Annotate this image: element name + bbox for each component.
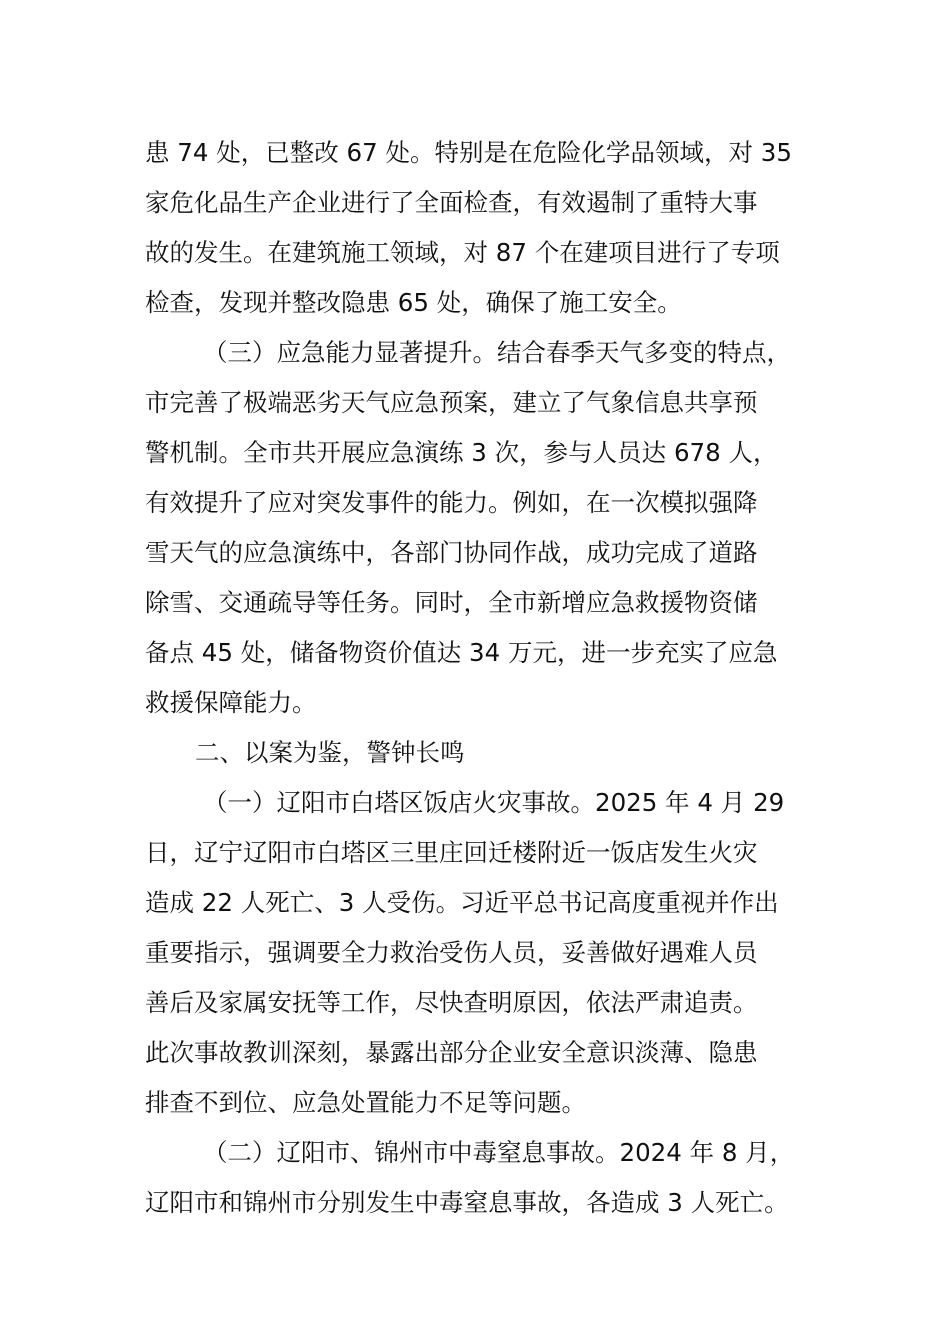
text-line: 家危化品生产企业进行了全面检查，有效遏制了重特大事 <box>145 188 758 217</box>
text-line: 此次事故教训深刻，暴露出部分企业安全意识淡薄、隐患 <box>145 1038 758 1067</box>
text-line: 故的发生。在建筑施工领域，对 87 个在建项目进行了专项 <box>145 238 780 267</box>
text-line: 警机制。全市共开展应急演练 3 次，参与人员达 678 人， <box>145 438 778 467</box>
text-line: 救援保障能力。 <box>145 688 317 717</box>
paragraph-start-line: （三）应急能力显著提升。结合春季天气多变的特点， <box>203 338 791 367</box>
section-heading: 二、以案为鉴，警钟长鸣 <box>195 738 465 767</box>
text-line: 有效提升了应对突发事件的能力。例如，在一次模拟强降 <box>145 488 758 517</box>
paragraph-start-line: （二）辽阳市、锦州市中毒窒息事故。2024 年 8 月， <box>203 1138 795 1167</box>
text-line: 辽阳市和锦州市分别发生中毒窒息事故，各造成 3 人死亡。 <box>145 1188 789 1217</box>
text-line: 重要指示，强调要全力救治受伤人员，妥善做好遇难人员 <box>145 938 758 967</box>
text-line: 雪天气的应急演练中，各部门协同作战，成功完成了道路 <box>145 538 758 567</box>
paragraph-start-line: （一）辽阳市白塔区饭店火灾事故。2025 年 4 月 29 <box>203 788 785 817</box>
text-line: 排查不到位、应急处置能力不足等问题。 <box>145 1088 586 1117</box>
text-line: 造成 22 人死亡、3 人受伤。习近平总书记高度重视并作出 <box>145 888 779 917</box>
text-line: 市完善了极端恶劣天气应急预案，建立了气象信息共享预 <box>145 388 758 417</box>
text-line: 日，辽宁辽阳市白塔区三里庄回迁楼附近一饭店发生火灾 <box>145 838 758 867</box>
text-line: 善后及家属安抚等工作，尽快查明原因，依法严肃追责。 <box>145 988 758 1017</box>
document-body <box>145 128 810 1228</box>
text-line: 检查，发现并整改隐患 65 处，确保了施工安全。 <box>145 288 682 317</box>
text-line: 患 74 处，已整改 67 处。特别是在危险化学品领域，对 35 <box>145 138 792 167</box>
text-line: 备点 45 处，储备物资价值达 34 万元，进一步充实了应急 <box>145 638 778 667</box>
text-line: 除雪、交通疏导等任务。同时，全市新增应急救援物资储 <box>145 588 758 617</box>
